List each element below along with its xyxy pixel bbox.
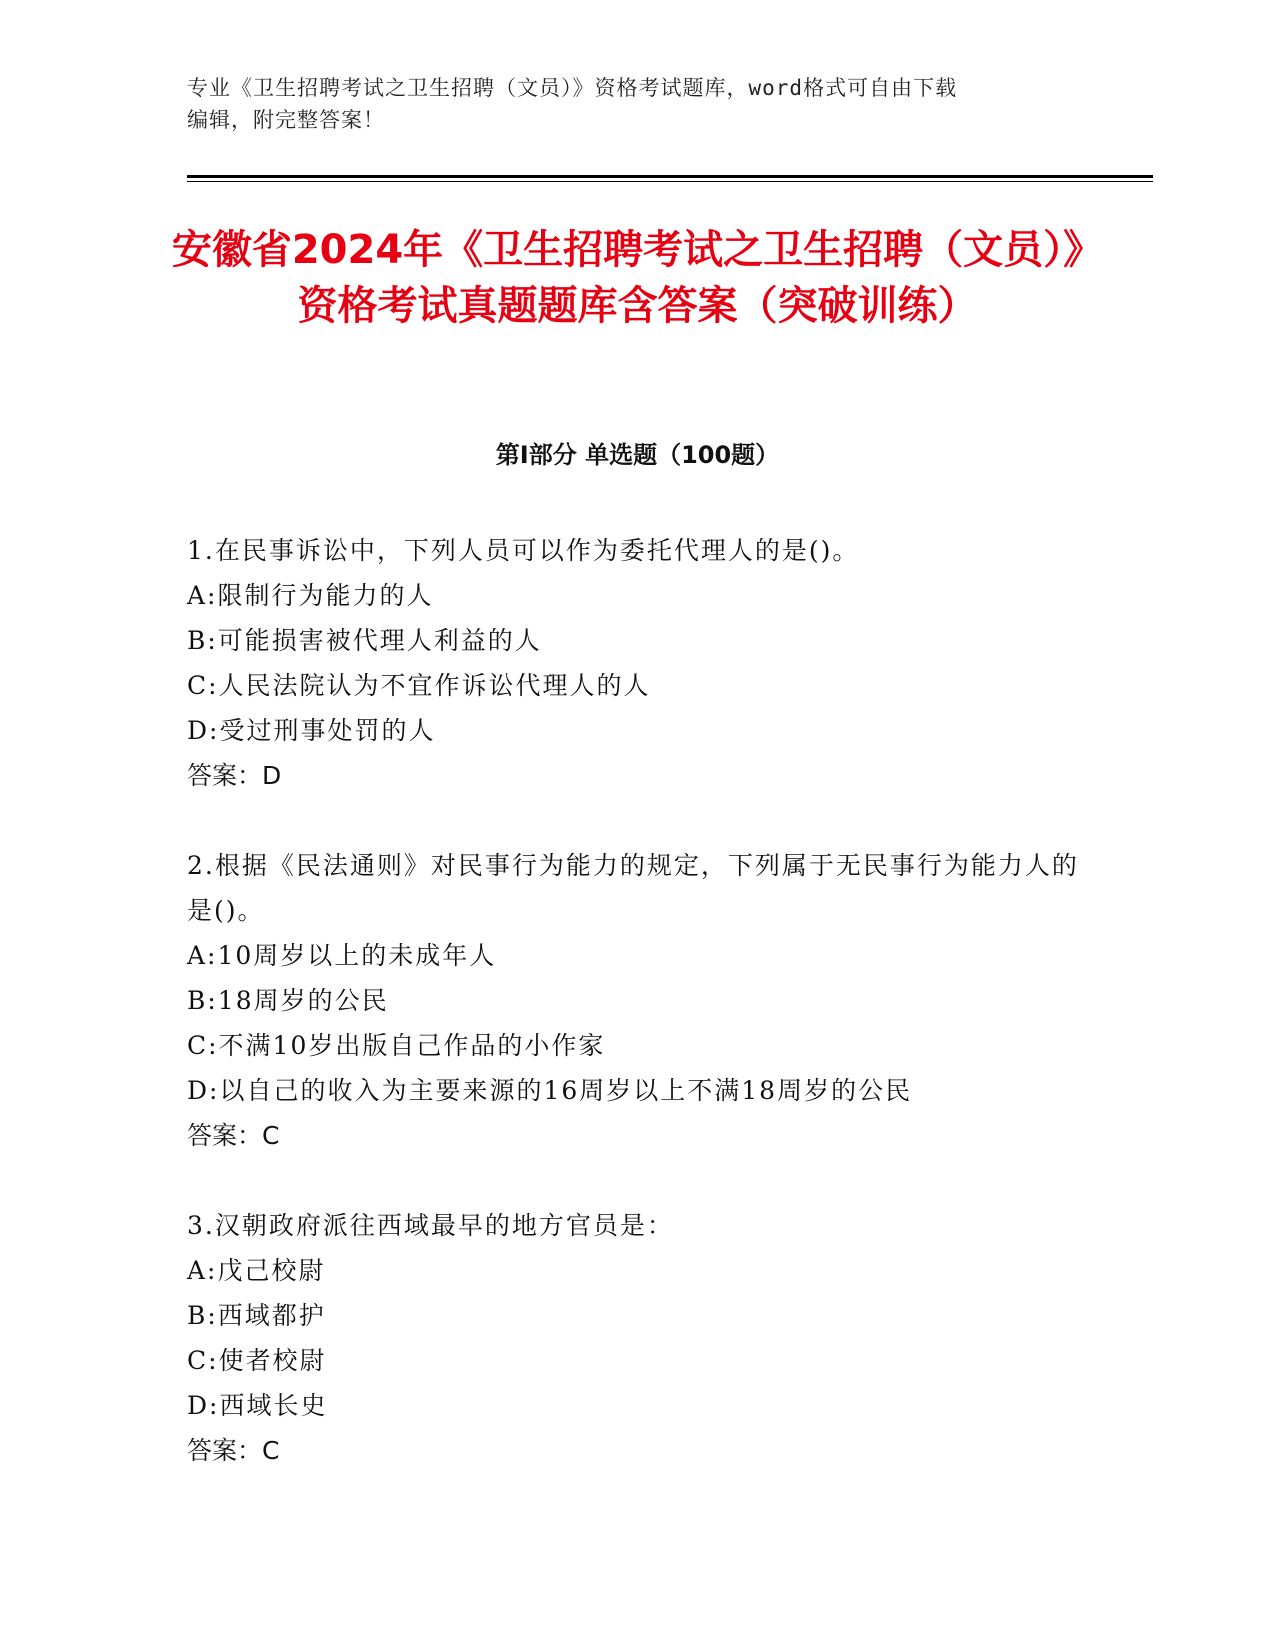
answer: 答案：C <box>187 1121 280 1150</box>
header-note-line-1: 专业《卫生招聘考试之卫生招聘（文员）》资格考试题库，word格式可自由下载 <box>187 76 958 100</box>
option-a: A:戊己校尉 <box>187 1256 326 1285</box>
question-2 <box>187 843 1087 1158</box>
answer: 答案：D <box>187 761 282 790</box>
header-divider-thin <box>187 181 1153 182</box>
question-stem: 1.在民事诉讼中，下列人员可以作为委托代理人的是()。 <box>187 536 860 565</box>
option-b: B:可能损害被代理人利益的人 <box>187 626 542 655</box>
question-list <box>187 528 1087 1518</box>
document-title: 安徽省2024年《卫生招聘考试之卫生招聘（文员）》资格考试真题题库含答案（突破训练） <box>171 227 1104 329</box>
question-1 <box>187 528 1087 798</box>
answer: 答案：C <box>187 1436 280 1465</box>
option-a: A:10周岁以上的未成年人 <box>187 941 497 970</box>
header-divider-thick <box>187 175 1153 178</box>
option-c: C:人民法院认为不宜作诉讼代理人的人 <box>187 671 651 700</box>
section-title: 第Ⅰ部分 单选题（100题） <box>495 441 780 469</box>
header-note <box>187 72 1067 136</box>
option-d: D:受过刑事处罚的人 <box>187 716 436 745</box>
question-stem: 2.根据《民法通则》对民事行为能力的规定，下列属于无民事行为能力人的是()。 <box>187 851 1079 925</box>
option-d: D:以自己的收入为主要来源的16周岁以上不满18周岁的公民 <box>187 1076 913 1105</box>
option-b: B:18周岁的公民 <box>187 986 389 1015</box>
header-note-line-2: 编辑，附完整答案！ <box>187 108 385 132</box>
option-c: C:不满10岁出版自己作品的小作家 <box>187 1031 606 1060</box>
option-c: C:使者校尉 <box>187 1346 327 1375</box>
question-3 <box>187 1203 1087 1473</box>
question-stem: 3.汉朝政府派往西域最早的地方官员是： <box>187 1211 674 1240</box>
option-d: D:西域长史 <box>187 1391 328 1420</box>
option-a: A:限制行为能力的人 <box>187 581 434 610</box>
option-b: B:西域都护 <box>187 1301 326 1330</box>
